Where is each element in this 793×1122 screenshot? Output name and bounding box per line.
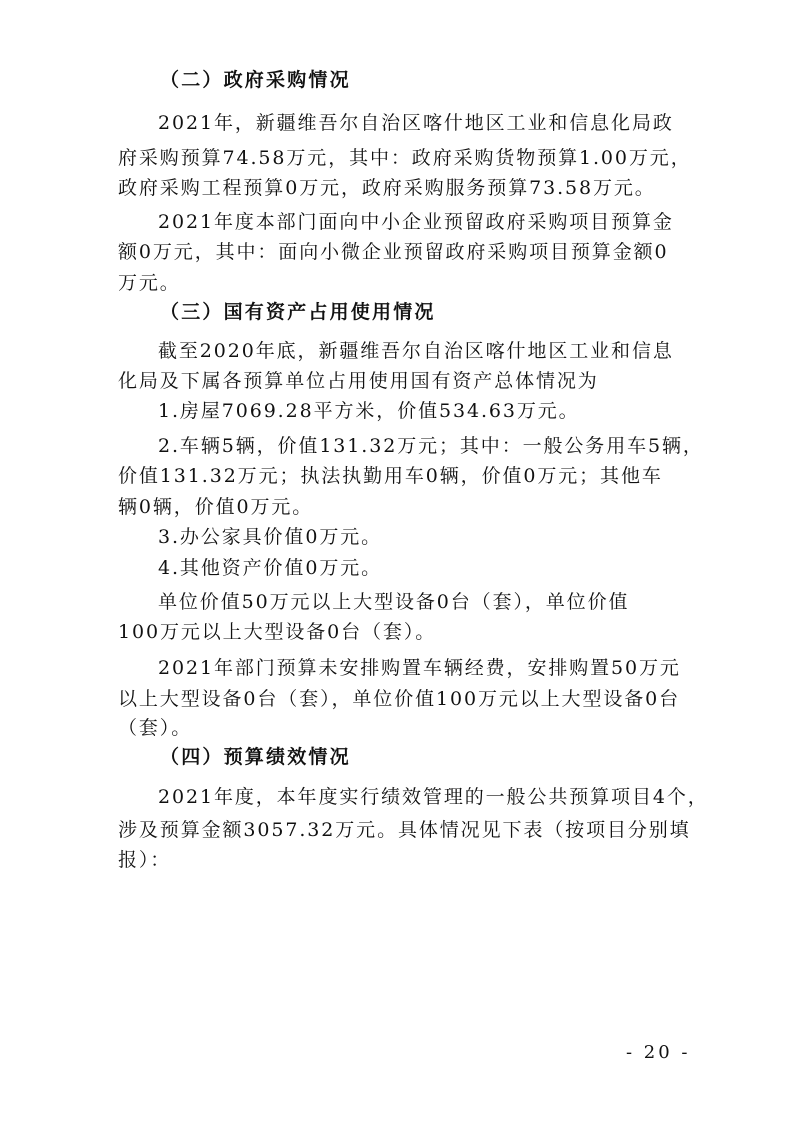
- paragraph-line: 额0万元，其中：面向小微企业预留政府采购项目预算金额0: [118, 241, 669, 263]
- paragraph-line: 100万元以上大型设备0台（套）。: [118, 621, 437, 643]
- paragraph-line: 以上大型设备0台（套），单位价值100万元以上大型设备0台: [118, 688, 681, 710]
- section-heading-state-assets: （三）国有资产占用使用情况: [160, 301, 436, 323]
- paragraph-line: 辆0辆，价值0万元。: [118, 496, 314, 518]
- asset-item-furniture: 3.办公家具价值0万元。: [158, 526, 383, 548]
- paragraph-line: 政府采购工程预算0万元，政府采购服务预算73.58万元。: [118, 177, 656, 199]
- page-number: - 20 -: [626, 1042, 691, 1063]
- paragraph-line: 单位价值50万元以上大型设备0台（套），单位价值: [158, 591, 630, 613]
- asset-item-vehicles: 2.车辆5辆，价值131.32万元；其中：一般公务用车5辆，: [158, 435, 704, 457]
- paragraph-line: 化局及下属各预算单位占用使用国有资产总体情况为: [118, 370, 599, 392]
- paragraph-line: 2021年度本部门面向中小企业预留政府采购项目预算金: [158, 211, 674, 233]
- paragraph-line: （套）。: [118, 717, 193, 739]
- paragraph-line: 涉及预算金额3057.32万元。具体情况见下表（按项目分别填: [118, 819, 691, 841]
- paragraph-line: 万元。: [118, 272, 181, 294]
- asset-item-buildings: 1.房屋7069.28平方米，价值534.63万元。: [158, 400, 580, 422]
- paragraph-line: 2021年，新疆维吾尔自治区喀什地区工业和信息化局政: [158, 112, 674, 134]
- paragraph-line: 价值131.32万元；执法执勤用车0辆，价值0万元；其他车: [118, 465, 663, 487]
- paragraph-line: 截至2020年底，新疆维吾尔自治区喀什地区工业和信息: [158, 340, 674, 362]
- asset-item-other: 4.其他资产价值0万元。: [158, 557, 383, 579]
- paragraph-line: 2021年度，本年度实行绩效管理的一般公共预算项目4个，: [158, 786, 709, 808]
- paragraph-line: 府采购预算74.58万元，其中：政府采购货物预算1.00万元，: [118, 147, 692, 169]
- paragraph-line: 2021年部门预算未安排购置车辆经费，安排购置50万元: [158, 657, 681, 679]
- section-heading-budget-performance: （四）预算绩效情况: [160, 746, 351, 768]
- section-heading-government-procurement: （二）政府采购情况: [160, 69, 351, 91]
- paragraph-line: 报）：: [118, 849, 172, 871]
